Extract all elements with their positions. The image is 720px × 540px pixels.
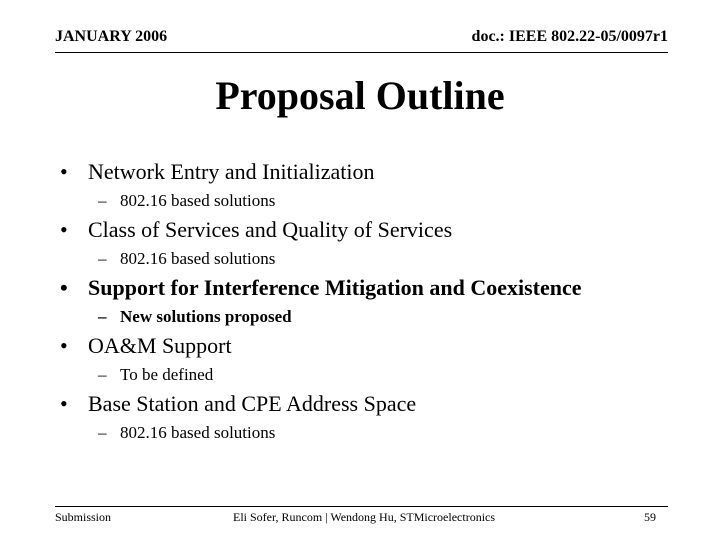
bullet-item [60,270,700,328]
sub-bullet [60,422,700,444]
sub-bullet-text: To be defined [120,365,214,384]
page-number: 59 [644,510,656,524]
sub-bullet-text: New solutions proposed [120,307,292,326]
bullet-item [60,154,700,212]
sub-bullet [60,248,700,270]
dash-marker: – [98,307,107,326]
dash-marker: – [98,249,107,268]
sub-bullet-text: 802.16 based solutions [120,249,276,268]
bullet-text: • Base Station and CPE Address Space [60,386,700,422]
sub-bullet-text: 802.16 based solutions [120,191,276,210]
slide-header [55,28,668,53]
sub-bullet [60,306,700,328]
footer-authors: Eli Sofer, Runcom | Wendong Hu, STMicroelectronics [233,510,496,524]
bullet-text: • OA&M Support [60,328,700,364]
bullet-item [60,212,700,270]
sub-bullet [60,364,700,386]
dash-marker: – [98,191,107,210]
footer-submission: Submission [55,510,112,524]
bullet-text: • Class of Services and Quality of Services [60,212,700,248]
header-doc-id: doc.: IEEE 802.22-05/0097r1 [471,28,668,45]
sub-bullet [60,190,700,212]
dash-marker: – [98,365,107,384]
slide-footer [55,506,668,527]
bullet-list [60,154,700,444]
bullet-text: • Network Entry and Initialization [60,154,700,190]
bullet-text: • Support for Interference Mitigation and Coexistence [60,270,700,306]
bullet-item [60,328,700,386]
header-date: JANUARY 2006 [55,28,168,45]
dash-marker: – [98,423,107,442]
bullet-item [60,386,700,444]
slide-title: Proposal Outline [215,73,505,118]
sub-bullet-text: 802.16 based solutions [120,423,276,442]
